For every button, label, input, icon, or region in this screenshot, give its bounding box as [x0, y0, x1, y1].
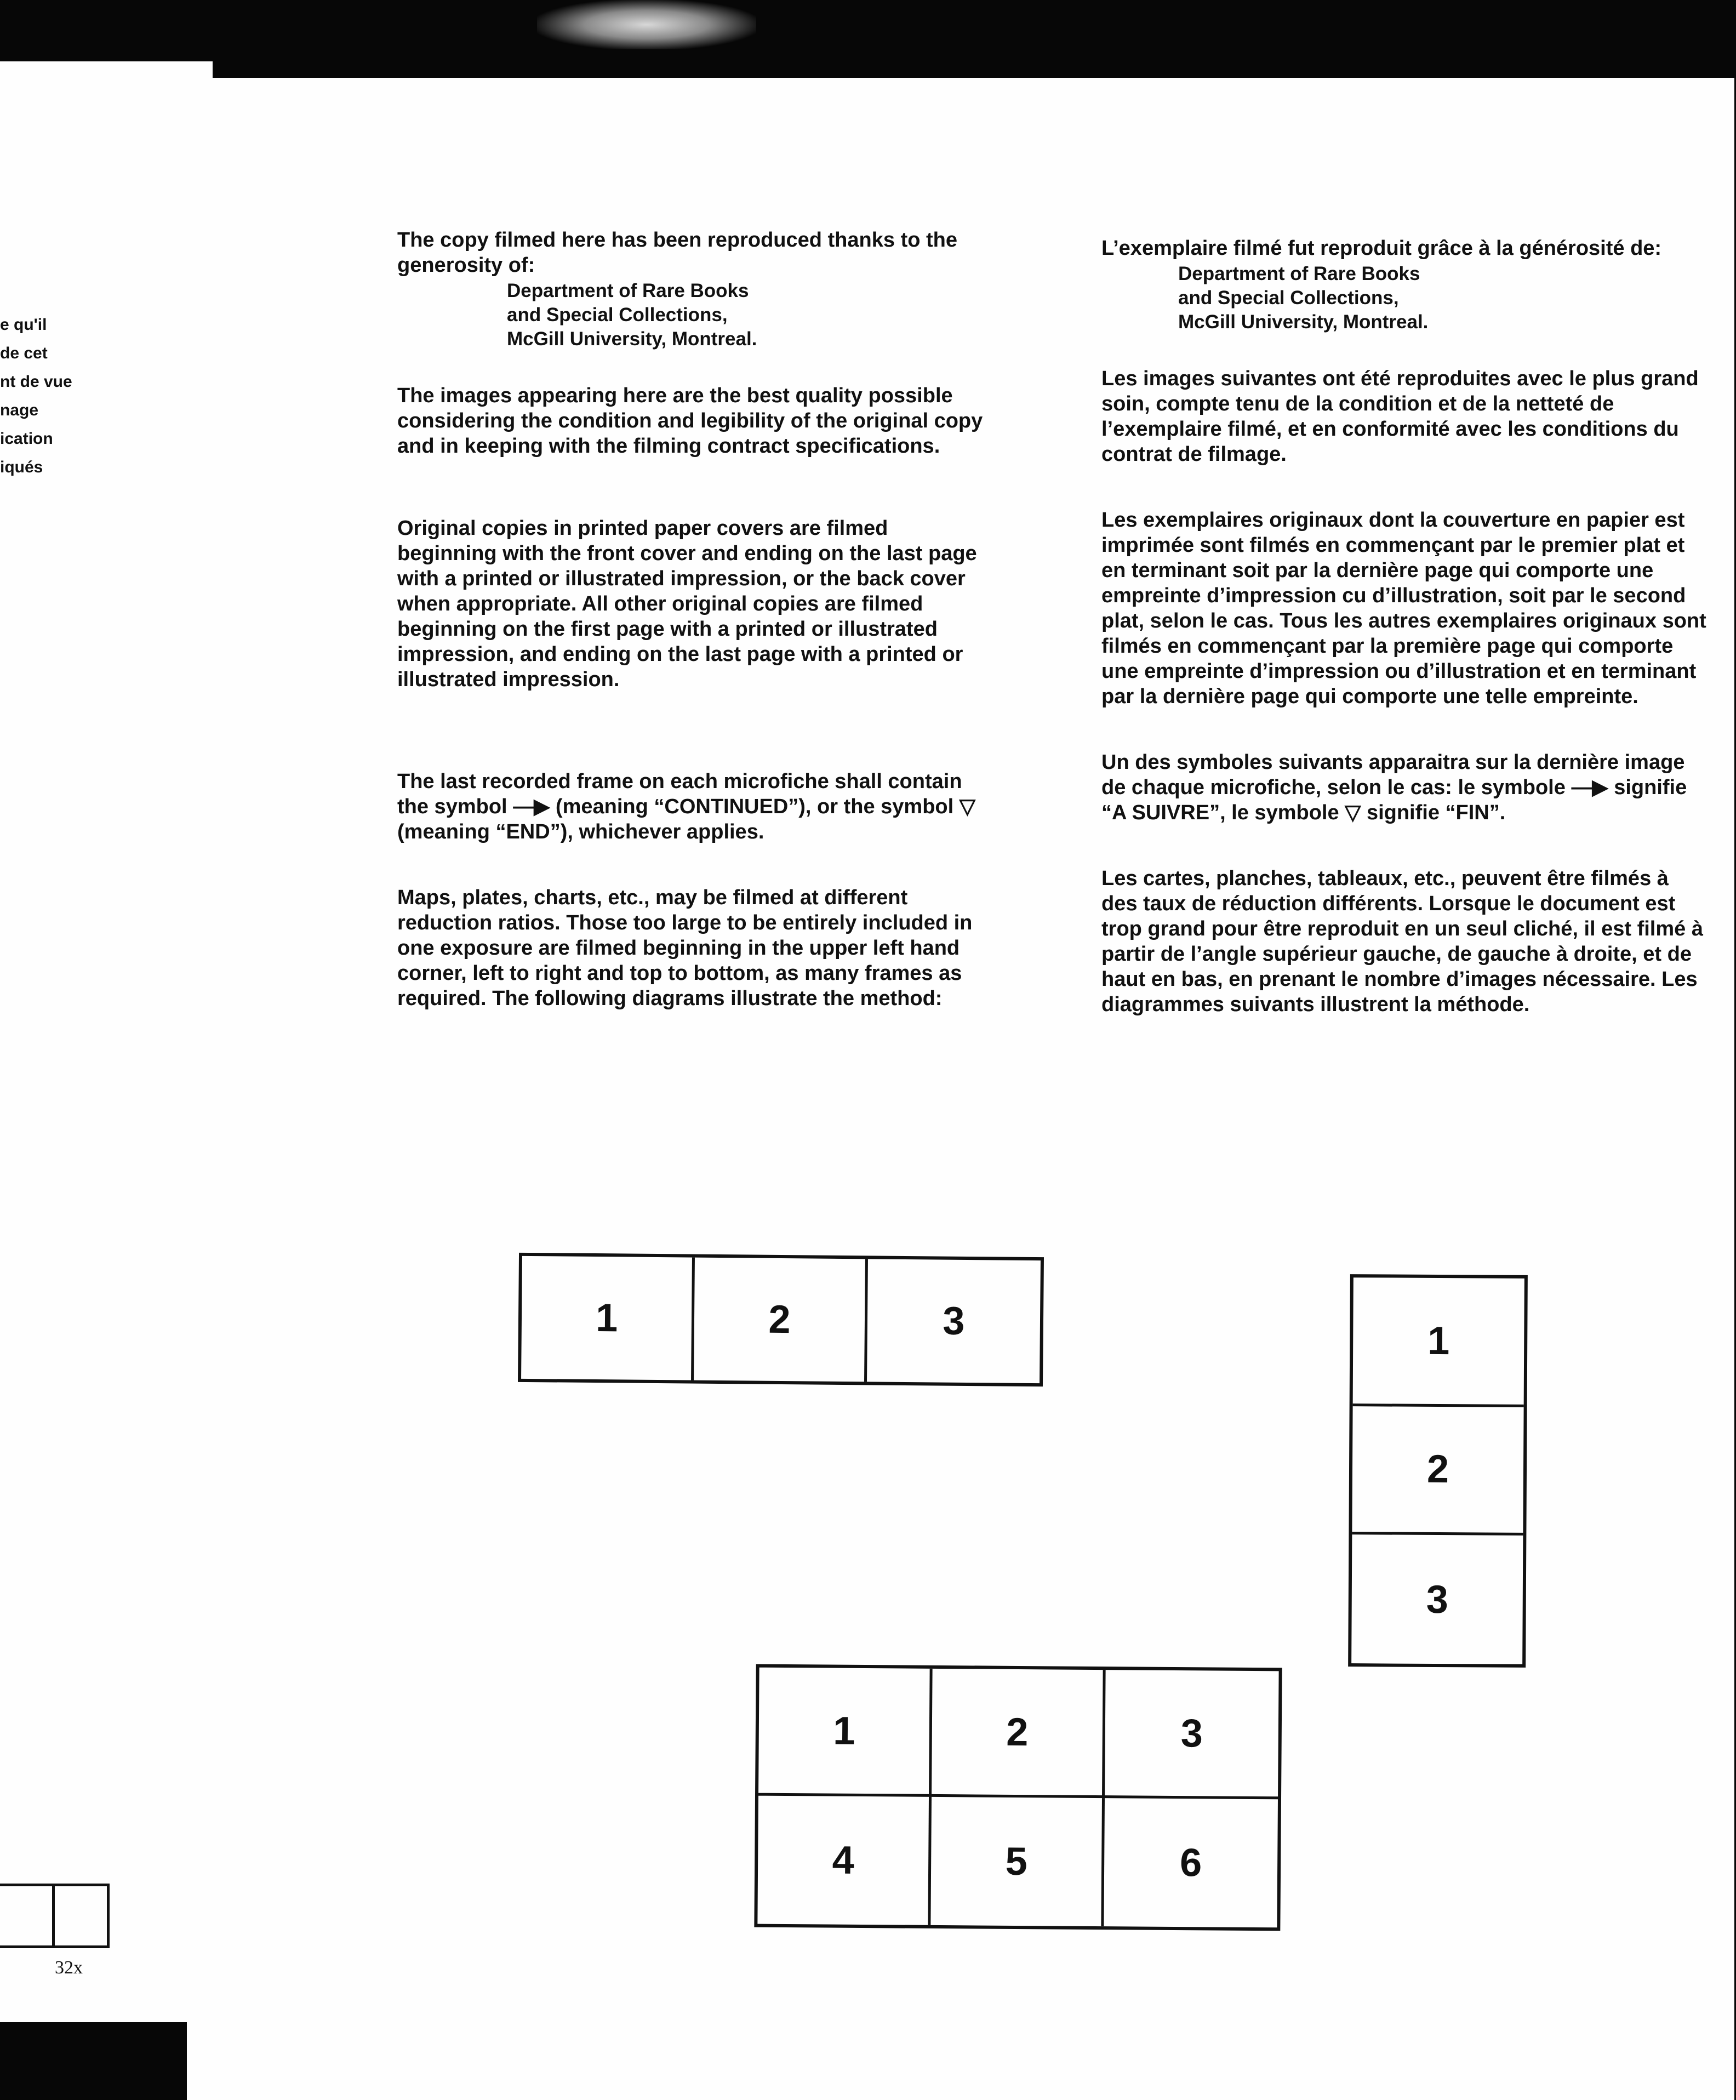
- institution-line: McGill University, Montreal.: [507, 328, 757, 350]
- institution-line: Department of Rare Books: [1178, 263, 1420, 284]
- frame-cell: 2: [694, 1258, 867, 1382]
- symbols-paragraph: The last recorded frame on each microfiche shall contain the symbol —▶ (meaning “CONTINUED”), or the symbol ▽ (meaning “END”), whichever applies.: [397, 770, 975, 843]
- institution-line: and Special Collections,: [507, 304, 728, 326]
- frame-cell: 6: [1179, 1841, 1202, 1885]
- quality-paragraph: Les images suivantes ont été reproduites avec le plus grand soin, compte tenu de la condition et de la netteté de l’exemplaire filmé, et en conformité avec les conditions du contrat de filmage.: [1101, 367, 1699, 466]
- acknowledgement-text: The copy filmed here has been reproduced thanks to the generosity of:: [397, 229, 957, 277]
- previous-page-edge: [0, 61, 213, 2022]
- frame-cell: [0, 1886, 52, 1945]
- covers-paragraph: Les exemplaires originaux dont la couverture en papier est imprimée sont filmés en commençant par le premier plat et en terminant soit par la dernière page qui comporte une empreinte d’impression cu d’illustration, soit par le second plat, selon le cas. Tous les autres exemplaires originaux sont filmés en commençant par la première page qui comporte une empreinte d’impression ou d’illustration et en terminant par la dernière page qui comporte une telle empreinte.: [1101, 509, 1706, 708]
- maps-paragraph: Maps, plates, charts, etc., may be filmed at different reduction ratios. Those too large to be entirely included in one exposure are filmed beginning in the upper left hand corner, left to right and top to bottom, as many frames as required. The following diagrams illustrate the method:: [397, 886, 973, 1010]
- covers-paragraph: Original copies in printed paper covers are filmed beginning with the front cover and ending on the last page with a printed or illustrated impression, or the back cover when appropriate. All other original copies are filmed beginning on the first page with a printed or illustrated impression, and ending on the last page with a printed or illustrated impression.: [397, 517, 977, 691]
- frame-cell: 2: [1352, 1406, 1523, 1536]
- grid-frame-diagram: [754, 1664, 1282, 1931]
- frame-cell: 5: [930, 1797, 1105, 1926]
- frame-cell: 3: [942, 1299, 965, 1343]
- frame-cell: 1: [758, 1668, 933, 1797]
- reduction-ratio-label: 32x: [55, 1958, 83, 1978]
- frame-cell: [52, 1886, 107, 1945]
- frame-cell: 4: [757, 1796, 932, 1925]
- frame-cell: 3: [1426, 1577, 1448, 1622]
- institution-line: McGill University, Montreal.: [1178, 311, 1429, 333]
- margin-text-fragments: [0, 311, 72, 482]
- frame-cell: 1: [521, 1256, 695, 1380]
- institution-name: [1101, 262, 1710, 334]
- acknowledgement-text: L’exemplaire filmé fut reproduit grâce à la générosité de:: [1101, 237, 1662, 260]
- institution-line: and Special Collections,: [1178, 287, 1399, 309]
- frame-cell: 2: [932, 1669, 1106, 1798]
- margin-fragment: ication: [0, 430, 53, 448]
- margin-fragment: iqués: [0, 458, 43, 476]
- margin-fragment: e qu'il: [0, 316, 47, 334]
- frame-cell: 3: [1105, 1670, 1279, 1799]
- margin-fragment: nage: [0, 401, 39, 419]
- partial-frame-diagram: [0, 1884, 110, 1948]
- scan-dust: [537, 0, 756, 49]
- vertical-frame-diagram: [1348, 1274, 1528, 1668]
- horizontal-frame-diagram: [518, 1253, 1044, 1386]
- symbols-paragraph: Un des symboles suivants apparaitra sur la dernière image de chaque microfiche, selon le cas: le symbole —▶ signifie “A SUIVRE”, le symbole ▽ signifie “FIN”.: [1101, 751, 1687, 824]
- frame-cell: 1: [1353, 1277, 1524, 1407]
- english-column: [397, 227, 989, 1052]
- margin-fragment: nt de vue: [0, 373, 72, 391]
- institution-line: Department of Rare Books: [507, 280, 749, 301]
- french-column: [1101, 236, 1710, 1058]
- institution-name: [397, 279, 989, 351]
- margin-fragment: de cet: [0, 344, 48, 362]
- quality-paragraph: The images appearing here are the best quality possible considering the condition and legibility of the original copy and in keeping with the filming contract specifications.: [397, 384, 983, 458]
- maps-paragraph: Les cartes, planches, tableaux, etc., peuvent être filmés à des taux de réduction différents. Lorsque le document est trop grand pour être reproduit en un seul cliché, il est filmé à partir de l’angle supérieur gauche, de gauche à droite, et de haut en bas, en prenant le nombre d’images nécessaire. Les diagrammes suivants illustrent la méthode.: [1101, 867, 1703, 1016]
